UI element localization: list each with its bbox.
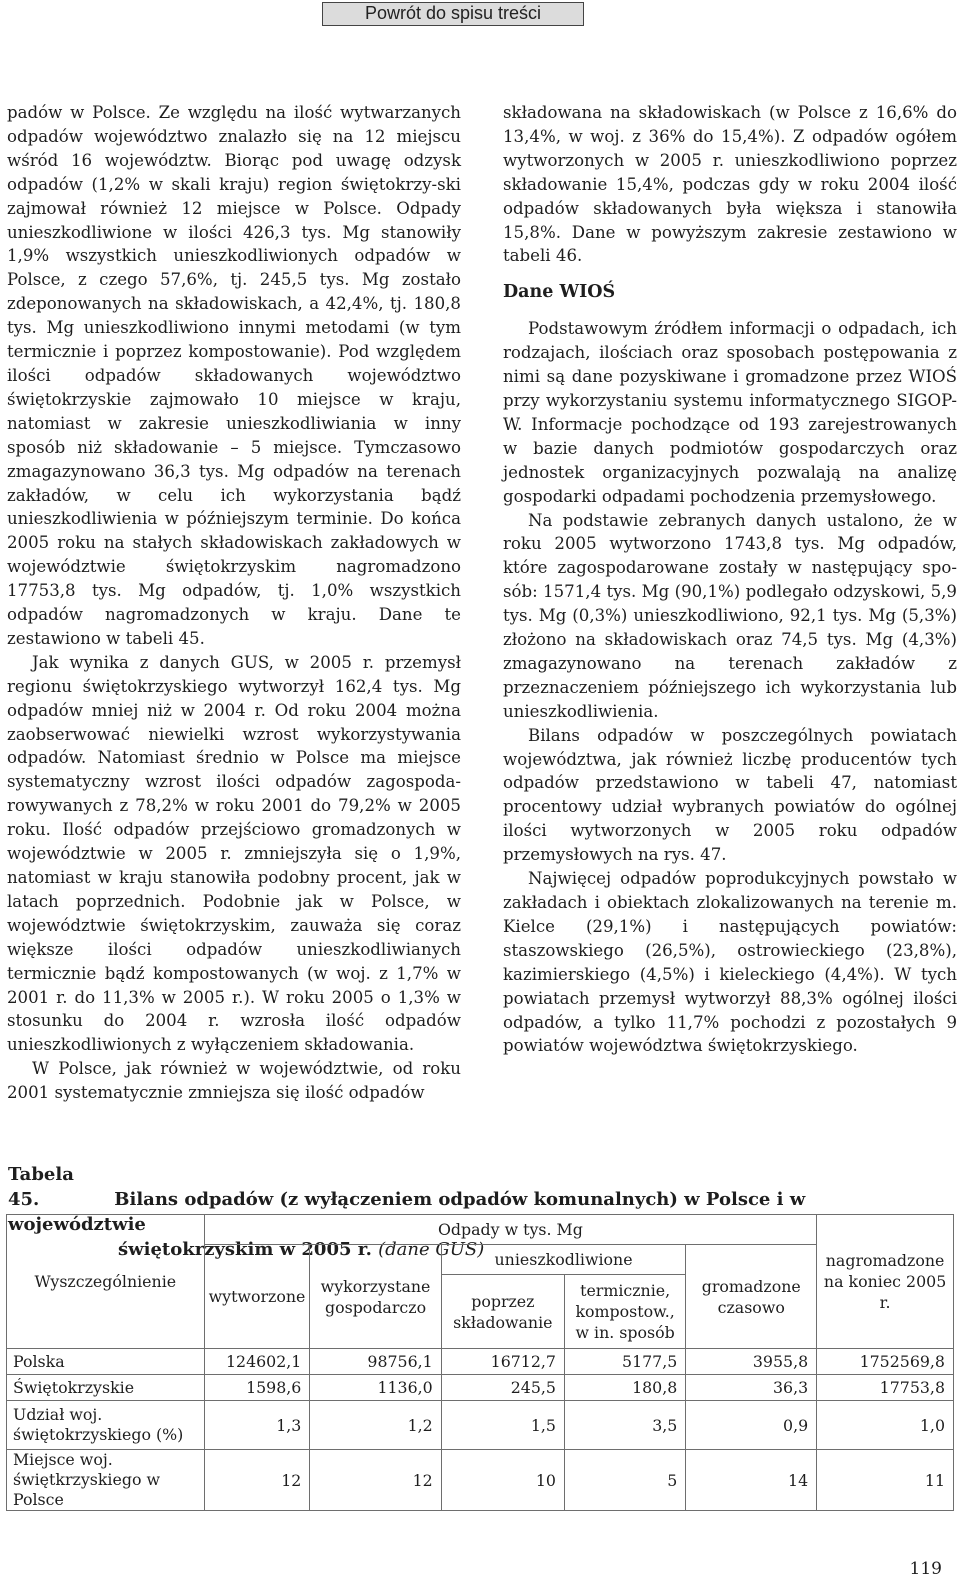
cell: 1752569,8 xyxy=(817,1349,954,1375)
table-caption-label: Tabela 45. xyxy=(8,1164,74,1210)
cell: 1,3 xyxy=(204,1401,310,1450)
table-row xyxy=(7,1375,954,1401)
table-caption-line2: świętokrzyskim w 2005 r. xyxy=(118,1239,372,1260)
cell: 98756,1 xyxy=(310,1349,441,1375)
cell: 3955,8 xyxy=(686,1349,817,1375)
row-label: Świętokrzyskie xyxy=(7,1375,205,1401)
waste-balance-table xyxy=(6,1214,954,1511)
left-paragraph-1: padów w Polsce. Ze względu na ilość wytwarzanych odpadów województwo znalazło się na 12 miejscu wśród 16 województw. Biorąc pod uwagę odzysk odpadów (1,2% w skali kraju) region świętokrzy-ski zajmował również 12 miejsce w Polsce. Odpady unieszkodliwione w ilości 426,3 tys. Mg stanowiły 1,9% wszystkich unieszkodliwionych odpadów w Polsce, z czego 57,6%, tj. 245,5 tys. Mg zostało zdeponowanych na składowiskach, a 42,4%, tj. 180,8 tys. Mg unieszkodliwiono innymi metodami (w tym termicznie i poprzez kompostowanie). Pod względem ilości odpadów składowanych województwo świętokrzyskie zajmowało 10 miejsce w kraju, natomiast w zakresie unieszkodliwiania w inny sposób niż składowanie – 5 miejsce. Tymczasowo zmagazynowano 36,3 tys. Mg odpadów na terenach zakładów, w celu ich wykorzystania bądź unieszkodliwienia w późniejszym terminie. Do końca 2005 roku na stałych składowiskach zakładowych w województwie świętokrzyskim nagromadzono 17753,8 tys. Mg odpadów, tj. 1,0% wszystkich odpadów nagromadzonych w kraju. Dane te zestawiono w tabeli 45. xyxy=(7,103,461,648)
header-neutralized: unieszkodliwione xyxy=(441,1245,686,1275)
cell: 17753,8 xyxy=(817,1375,954,1401)
right-paragraph-4: Bilans odpadów w poszczególnych powiatach województwa, jak również liczbę producentów tych odpadów przedstawiono w tabeli 47, natomiast procentowy udział wybranych powiatów do ogólnej ilości wytworzonych w 2005 roku odpadów przemysłowych na rys. 47. xyxy=(503,725,957,865)
header-generated: wytworzone xyxy=(204,1245,310,1349)
header-group: Odpady w tys. Mg xyxy=(204,1215,817,1245)
table-caption-line1: Bilans odpadów (z wyłączeniem odpadów komunalnych) w Polsce i w województwie xyxy=(8,1189,806,1235)
header-spec: Wyszczególnienie xyxy=(7,1215,205,1349)
table-row xyxy=(7,1450,954,1511)
cell: 1,5 xyxy=(441,1401,564,1450)
right-paragraph-5: Najwięcej odpadów poprodukcyjnych powstało w zakładach i obiektach zlokalizowanych na terenie m. Kielce (29,1%) i następujących powiatów: staszowskiego (26,5%), ostrowieckiego (23,8%), kazimierskiego (4,5%) i kieleckiego (4,4%). W tych powiatach przemysł wytworzył 88,3% ogólnej ilości odpadów, a tylko 11,7% pochodzi z pozostałych 9 powiatów województwa świętokrzyskiego. xyxy=(503,869,957,1056)
row-label: Polska xyxy=(7,1349,205,1375)
cell: 3,5 xyxy=(564,1401,685,1450)
header-accumulated: nagromadzone na koniec 2005 r. xyxy=(817,1215,954,1349)
section-heading: Dane WIOŚ xyxy=(503,282,616,303)
left-column xyxy=(7,101,461,1105)
left-paragraph-3: W Polsce, jak również w województwie, od roku 2001 systematycznie zmniejsza się ilość odpadów xyxy=(7,1059,461,1103)
back-to-contents-button[interactable]: Powrót do spisu treści xyxy=(322,2,584,26)
cell: 0,9 xyxy=(686,1401,817,1450)
row-label: Udział woj. świętokrzyskiego (%) xyxy=(7,1401,205,1450)
page-number: 119 xyxy=(909,1559,942,1579)
cell: 12 xyxy=(310,1450,441,1511)
cell: 245,5 xyxy=(441,1375,564,1401)
cell: 180,8 xyxy=(564,1375,685,1401)
row-label: Miejsce woj. świętkrzyskiego w Polsce xyxy=(7,1450,205,1511)
table-row xyxy=(7,1349,954,1375)
right-column xyxy=(503,101,957,1058)
right-paragraph-2: Podstawowym źródłem informacji o odpadach, ich rodzajach, ilościach oraz sposobach postępowania z nimi są dane pozyskiwane i gromadzone przez WIOŚ przy wykorzystaniu systemu informatycznego SIGOP-W. Informacje pochodzące od 193 zarejestrowanych w bazie danych podmiotów gospodarczych oraz jednostek organizacyjnych pozwalają na analizę gospodarki odpadami pochodzenia przemysłowego. xyxy=(503,319,957,506)
header-stored: gromadzone czasowo xyxy=(686,1245,817,1349)
header-landfill: poprzez składowanie xyxy=(441,1275,564,1349)
cell: 5 xyxy=(564,1450,685,1511)
left-paragraph-2: Jak wynika z danych GUS, w 2005 r. przemysł regionu świętokrzyskiego wytworzył 162,4 tys. Mg odpadów mniej niż w 2004 r. Od roku 2004 można zaobserwować niewielki wzrost wykorzystywania odpadów. Natomiast średnio w Polsce ma miejsce systematyczny wzrost ilości odpadów zagospodarowywanych z 78,2% w roku 2001 do 79,2% w 2005 roku. Ilość odpadów przejściowo gromadzonych w województwie w 2005 r. zmniejszyła się o 1,9%, natomiast w kraju stanowiła podobny procent, jak w latach poprzednich. Podobnie jak w Polsce, w województwie świętokrzyskim, zauważa się coraz większe ilości odpadów unieszkodliwianych termicznie bądź kompostowanych (w woj. z 1,7% w 2001 r. do 11,3% w 2005 r.). W roku 2005 o 1,3% w stosunku do 2004 r. wzrosła ilość odpadów unieszkodliwionych z wyłączeniem składowania. xyxy=(7,652,461,1055)
cell: 36,3 xyxy=(686,1375,817,1401)
cell: 10 xyxy=(441,1450,564,1511)
cell: 11 xyxy=(817,1450,954,1511)
right-paragraph-3: Na podstawie zebranych danych ustalono, że w roku 2005 wytworzono 1743,8 tys. Mg odpadów, które zagospodarowane zostały w następujący sposób: 1571,4 tys. Mg (90,1%) podlegało odzyskowi, 5,9 tys. Mg (0,3%) unieszkodliwiono, 92,1 tys. Mg (5,3%) złożono na składowiskach oraz 74,5 tys. Mg (4,3%) zmagazynowano na terenach zakładów z przeznaczeniem późniejszego ich wykorzystania lub unieszkodliwienia. xyxy=(503,510,957,721)
cell: 14 xyxy=(686,1450,817,1511)
cell: 124602,1 xyxy=(204,1349,310,1375)
right-paragraph-1: składowana na składowiskach (w Polsce z 16,6% do 13,4%, w woj. z 36% do 15,4%). Z odpadów ogółem wytworzonych w 2005 r. unieszkodliwiono poprzez składowanie 15,4%, podczas gdy w roku 2004 ilość odpadów składowanych była większa i stanowiła 15,8%. Dane w powyższym zakresie zestawiono w tabeli 46. xyxy=(503,103,957,266)
header-thermal: termicznie, kompostow., w in. sposób xyxy=(564,1275,685,1349)
table-row xyxy=(7,1401,954,1450)
cell: 1598,6 xyxy=(204,1375,310,1401)
cell: 1136,0 xyxy=(310,1375,441,1401)
cell: 1,2 xyxy=(310,1401,441,1450)
cell: 12 xyxy=(204,1450,310,1511)
cell: 1,0 xyxy=(817,1401,954,1450)
header-used: wykorzystane gospodarczo xyxy=(310,1245,441,1349)
cell: 5177,5 xyxy=(564,1349,685,1375)
table-caption-source: (dane GUS) xyxy=(378,1239,485,1260)
cell: 16712,7 xyxy=(441,1349,564,1375)
